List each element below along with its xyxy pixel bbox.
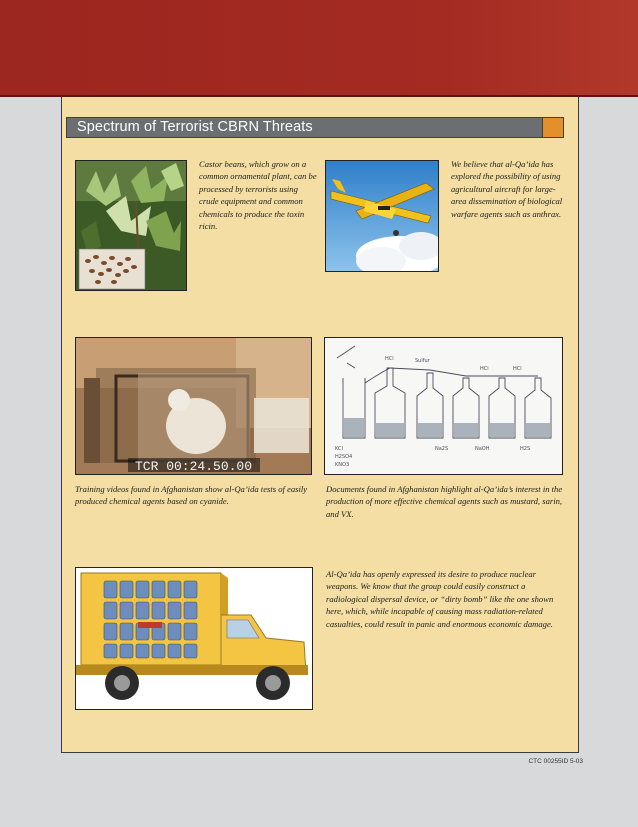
documents-caption: Documents found in Afghanistan highlight al-Qa’ida’s interest in the production of more effective chemical agents such as mustard, sarin, and VX. (326, 484, 563, 519)
svg-text:H2SO4: H2SO4 (335, 454, 353, 460)
document-code: CTC 00255ID 5-03 (528, 758, 583, 765)
cyanide-caption: Training videos found in Afghanistan show al-Qa’ida tests of easily produced chemical agents based on cyanide. (75, 484, 308, 507)
castor-caption: Castor beans, which grow on a common ornamental plant, can be processed by terrorists using crude equipment and common chemicals to produce the toxin ricin. (199, 159, 317, 232)
aircraft-caption: We believe that al-Qa’ida has explored the possibility of using agricultural aircraft for large-area dissemination of biological warfare agents such as anthrax. (451, 159, 563, 219)
video-timecode: TCR 00:24.50.00 (135, 459, 253, 474)
svg-text:Na2S: Na2S (435, 446, 449, 452)
svg-text:H2S: H2S (520, 446, 531, 452)
header-band (0, 0, 638, 95)
svg-text:KCl: KCl (335, 446, 343, 452)
svg-text:KNO3: KNO3 (335, 462, 350, 468)
svg-text:HCl: HCl (480, 366, 489, 372)
castor-plant-photo (75, 160, 187, 291)
svg-text:Sulfur: Sulfur (415, 358, 430, 364)
cyanide-video-still (75, 337, 312, 475)
crop-duster-photo (325, 160, 439, 272)
chemical-diagram-document (324, 337, 563, 475)
title-accent-square (542, 117, 564, 138)
title-bar (66, 117, 564, 138)
svg-text:HCl: HCl (513, 366, 522, 372)
dirty-bomb-truck-illustration (75, 567, 313, 710)
svg-text:NaOH: NaOH (475, 446, 490, 452)
svg-text:HCl: HCl (385, 356, 394, 362)
page-title: Spectrum of Terrorist CBRN Threats (77, 119, 313, 135)
nuclear-caption: Al-Qa’ida has openly expressed its desire to produce nuclear weapons. We know that the group could easily construct a radiological dispersal device, or “dirty bomb” like the one shown here, which, while incapable of causing mass radiation-related casualties, could result in panic and enormous economic damage. (326, 569, 554, 629)
